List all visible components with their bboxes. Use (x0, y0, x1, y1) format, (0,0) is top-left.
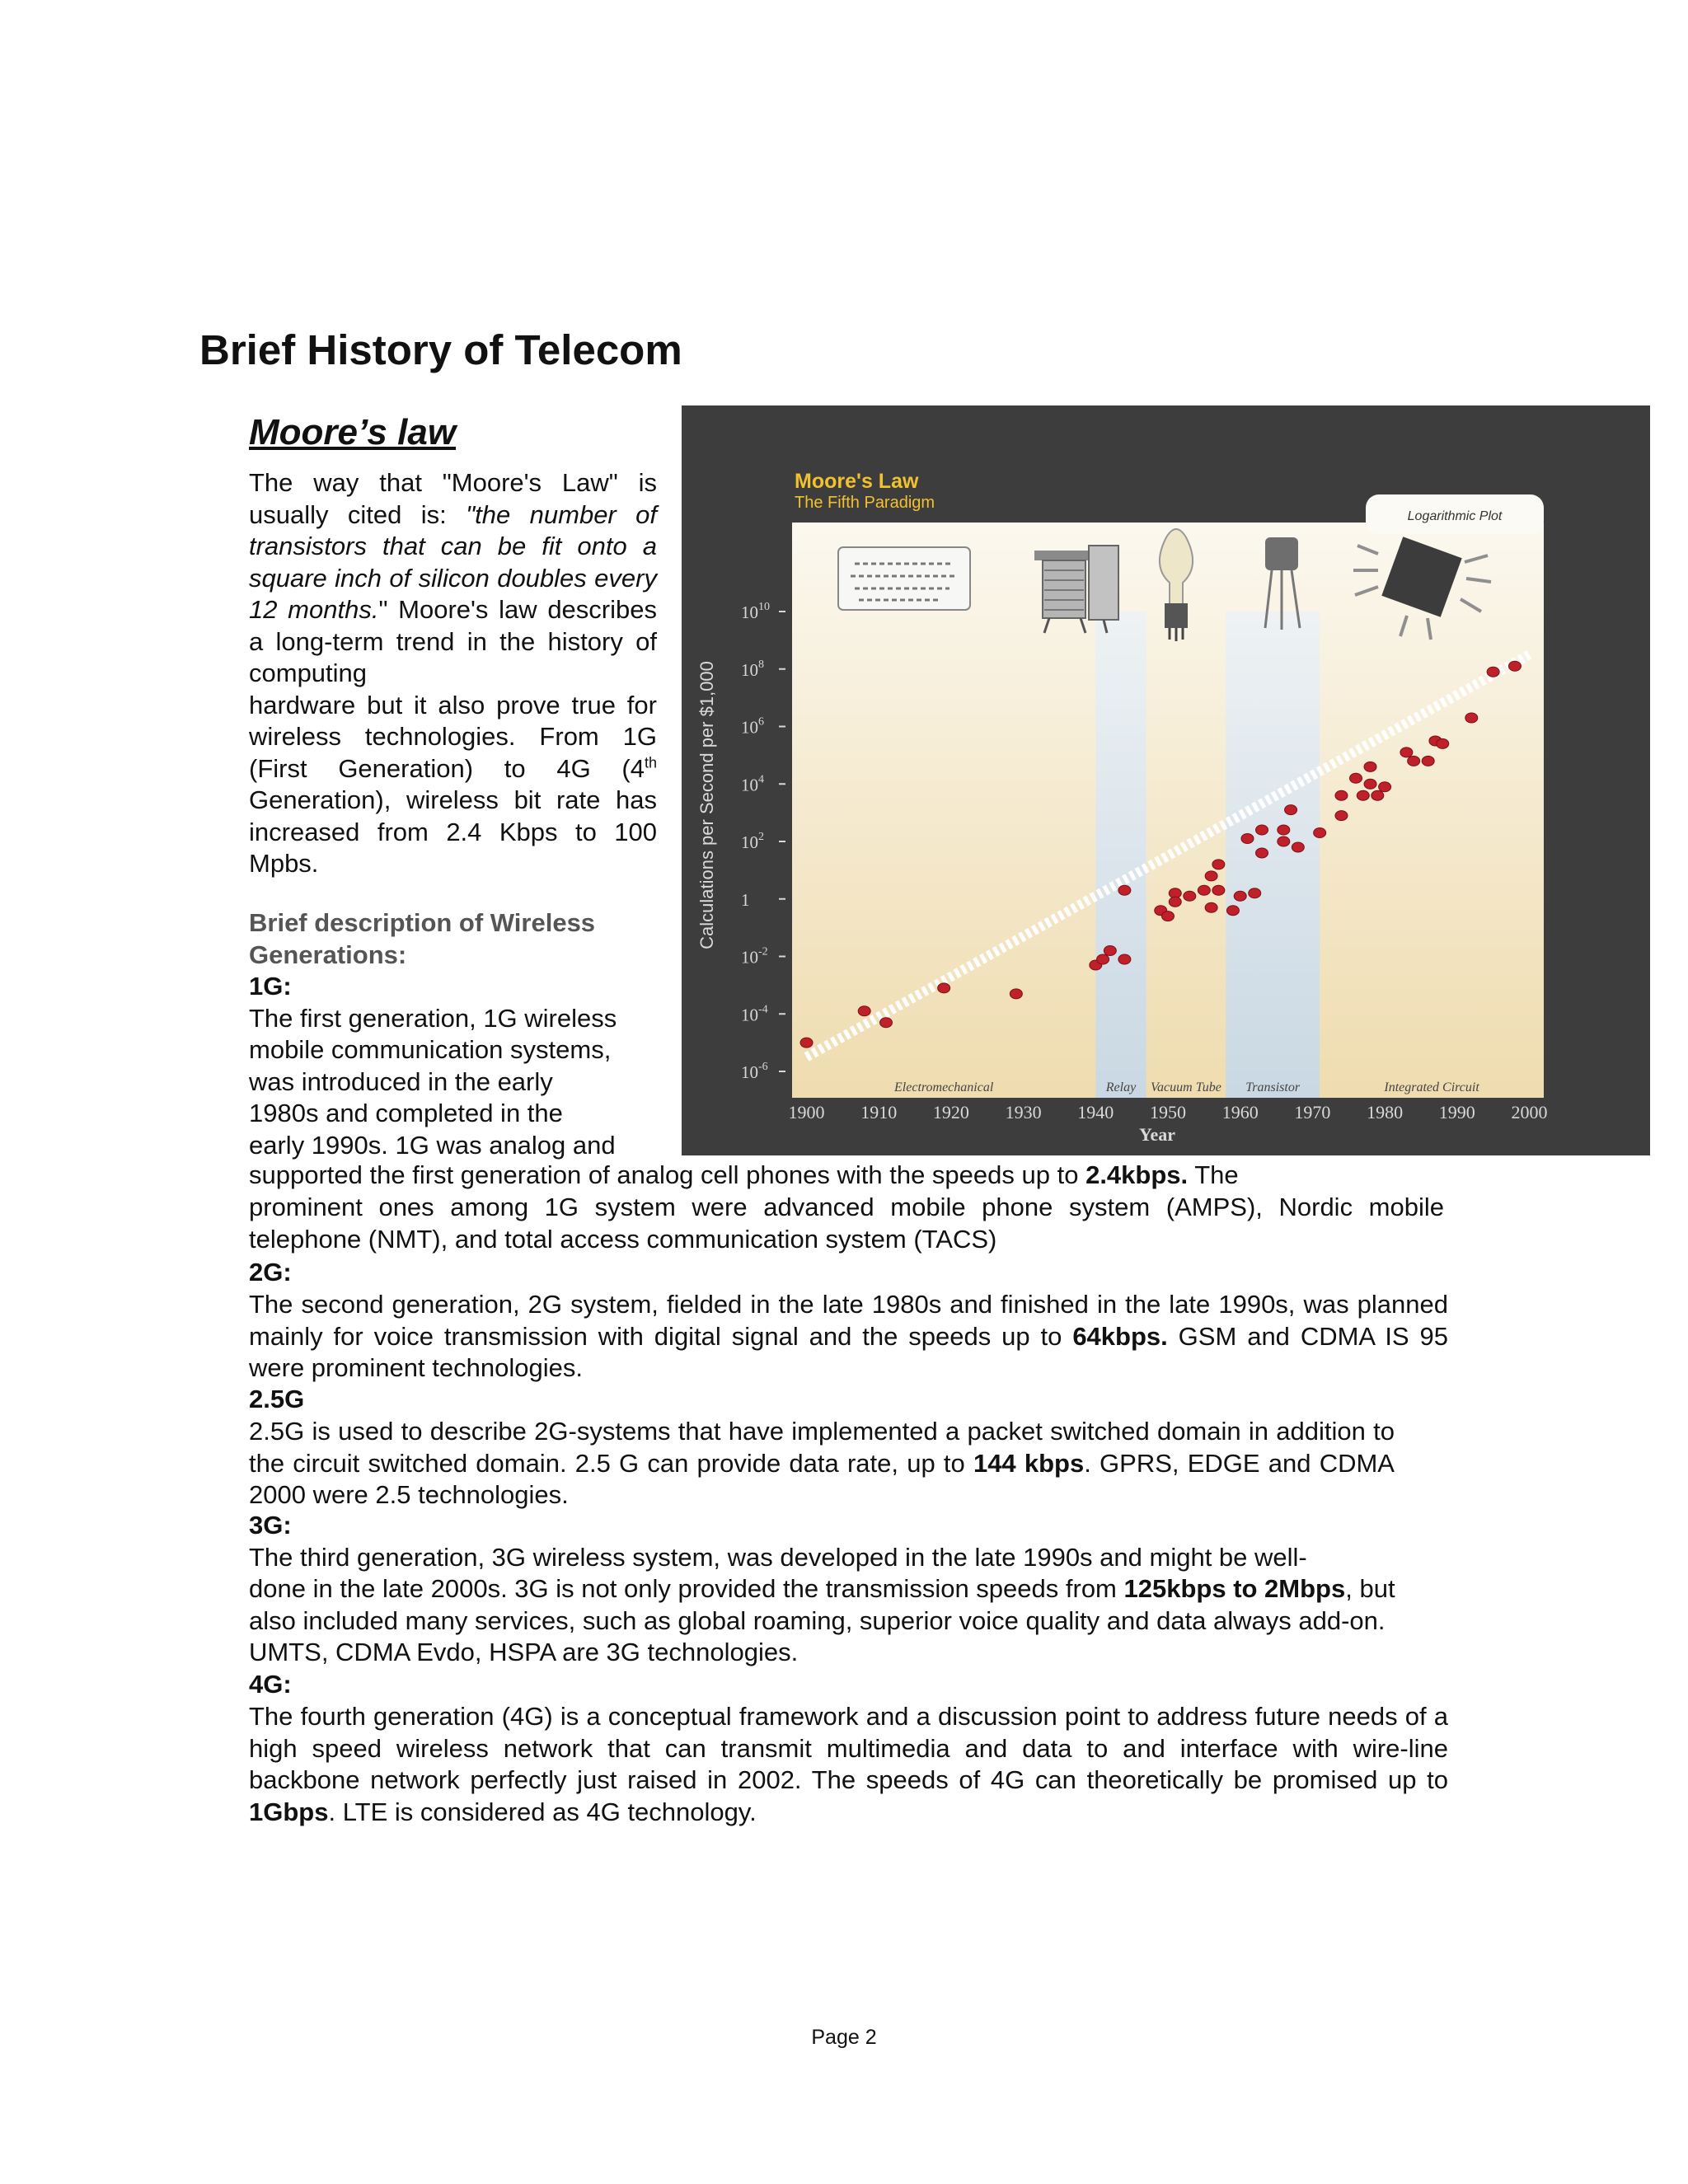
punch-card-illustration (838, 547, 970, 610)
moores-law-paragraph (249, 467, 657, 880)
y-tick-label: $10^{-6}$ (741, 1061, 768, 1082)
page-title: Brief History of Telecom (199, 326, 682, 373)
data-point (1314, 828, 1326, 838)
data-point (1357, 790, 1369, 800)
data-point (1241, 834, 1254, 844)
x-tick-label: 1950 (1150, 1102, 1186, 1122)
moores-law-quote: "the number of transistors that can be fit onto a square inch of silicon doubles every 12 months. (249, 499, 657, 624)
era-label: Transistor (1245, 1080, 1301, 1094)
data-point (1234, 891, 1246, 901)
g1-line: 1980s and completed in the (249, 1099, 563, 1127)
data-point (1198, 885, 1210, 895)
era-labels (893, 1080, 1479, 1094)
data-point (1278, 837, 1290, 846)
y-ticks (741, 601, 785, 1082)
data-point (1335, 811, 1348, 821)
data-point (1437, 738, 1449, 748)
x-tick-label: 1970 (1294, 1102, 1331, 1122)
g4-speed: 1Gbps (249, 1797, 329, 1826)
data-point (1249, 888, 1261, 898)
data-point (1104, 946, 1116, 956)
x-tick-label: 1910 (860, 1102, 898, 1122)
data-point (1379, 782, 1391, 792)
data-point (1118, 885, 1131, 895)
data-point (1422, 756, 1434, 766)
g3-line-3: also included many services, such as global roaming, superior voice quality and data always add-on. (249, 1605, 1386, 1635)
chart-subtitle: The Fifth Paradigm (795, 494, 935, 512)
x-tick-label: 2000 (1511, 1102, 1548, 1122)
data-point (1226, 906, 1239, 916)
data-point (800, 1038, 813, 1047)
y-tick-label: $10^4$ (741, 773, 764, 795)
g3-speed: 125kbps to 2Mbps (1123, 1574, 1346, 1603)
data-point (1335, 790, 1348, 800)
g3-line-2-post: , but (1345, 1574, 1395, 1603)
g25-text-post: . GPRS, EDGE and CDMA 2000 were 2.5 technologies. (249, 1448, 1395, 1509)
data-point (1205, 871, 1217, 881)
data-point (1169, 897, 1181, 907)
moores-law-text-3: Generation), wireless bit rate has increased from 2.4 Kbps to 100 Mpbs. (249, 785, 657, 878)
y-tick-label: $10^6$ (741, 715, 764, 738)
g3-line-1: The third generation, 3G wireless system, was developed in the late 1990s and might be well- (249, 1542, 1307, 1572)
g1-continuation (249, 1160, 1485, 1192)
x-tick-label: 1980 (1367, 1102, 1404, 1122)
x-tick-label: 1960 (1221, 1102, 1259, 1122)
section-title-moores-law: Moore’s law (249, 412, 457, 452)
g2-block (249, 1257, 1448, 1289)
g1-line: was introduced in the early (249, 1066, 553, 1096)
g3-block (249, 1510, 1485, 1669)
data-point (1508, 661, 1521, 671)
data-point (1184, 891, 1196, 901)
g2-speed: 64kbps. (1072, 1321, 1168, 1351)
data-point (1010, 989, 1022, 999)
g4-text (249, 1701, 1448, 1828)
data-point (1292, 842, 1304, 852)
generations-heading-line-1: Brief description of Wireless (249, 908, 596, 937)
g1-line: early 1990s. 1G was analog and (249, 1130, 616, 1160)
g25-speed: 144 kbps (973, 1448, 1085, 1478)
data-point (1372, 790, 1384, 800)
data-point (1278, 825, 1290, 835)
g4-text-pre: The fourth generation (4G) is a conceptual framework and a discussion point to address future needs of a high speed wireless network that can transmit multimedia and data to and interface with wire-line backbone network perfectly just raised in 2002. The speeds of 4G can theoretically be promised up to (249, 1702, 1448, 1794)
g1-line: mobile communication systems, (249, 1035, 612, 1064)
g1-block (249, 971, 678, 1161)
data-point (1364, 779, 1376, 789)
data-point (1256, 825, 1268, 835)
g25-text-pre: 2.5G is used to describe 2G-systems that have implemented a packet switched domain in addition to the circuit switched domain. 2.5 G can provide data rate, up to (249, 1417, 1395, 1478)
page-number: Page 2 (811, 2026, 877, 2049)
era-label: Electromechanical (894, 1080, 994, 1094)
data-point (1162, 912, 1175, 921)
chart-title: Moore's Law (795, 470, 919, 493)
moores-law-intro: The way that "Moore's Law" is usually cited is: (249, 468, 657, 529)
moores-law-text-2: hardware but it also prove true for wireless technologies. From 1G (First Generation) to 4G (4 (249, 690, 657, 783)
g1-tail: prominent ones among 1G system were advanced mobile phone system (AMPS), Nordic mobile telephone (NMT), and total access communication system (TACS) (249, 1193, 1444, 1254)
x-tick-label: 1930 (1005, 1102, 1042, 1122)
data-point (1285, 805, 1297, 815)
y-tick-label: $10^{10}$ (741, 601, 770, 622)
g3-line-4: UMTS, CDMA Evdo, HSPA are 3G technologies. (249, 1638, 799, 1666)
g25-label: 2.5G (249, 1385, 305, 1413)
data-point (1364, 762, 1376, 771)
data-point (1212, 885, 1225, 895)
g4-block (249, 1669, 1448, 1701)
x-tick-label: 1900 (788, 1102, 825, 1122)
data-point (1205, 902, 1217, 912)
data-point (1487, 667, 1499, 677)
data-point (858, 1006, 870, 1016)
g25-text (249, 1416, 1395, 1511)
logarithmic-plot-label: Logarithmic Plot (1407, 509, 1503, 523)
moores-law-chart (682, 405, 1650, 1155)
g4-label: 4G: (249, 1670, 292, 1699)
moores-law-figure (682, 405, 1650, 1155)
data-point (1256, 848, 1268, 858)
data-point (1097, 954, 1109, 964)
x-tick-label: 1920 (932, 1102, 969, 1122)
era-label: Integrated Circuit (1384, 1080, 1479, 1094)
g2-text-pre: The second generation, 2G system, fielded in the late 1980s and finished in the late 1990s, was planned mainly for voice transmission with digital signal and the speeds up to (249, 1290, 1448, 1351)
y-tick-label: $10^2$ (741, 831, 764, 852)
superscript-th: th (644, 754, 657, 771)
g25-block (249, 1384, 1395, 1416)
data-point (938, 983, 950, 993)
y-axis-label: Calculations per Second per $1,000 (696, 661, 717, 949)
g2-text-post: GSM and CDMA IS 95 were prominent technologies. (249, 1321, 1448, 1382)
data-point (1465, 713, 1478, 723)
x-axis-label: Year (1139, 1124, 1175, 1145)
generations-heading-line-2: Generations: (249, 940, 407, 969)
era-band (1226, 612, 1320, 1098)
g1-line: The first generation, 1G wireless (249, 1003, 617, 1033)
data-point (1400, 748, 1413, 757)
generations-heading (249, 907, 661, 971)
g2-text (249, 1289, 1448, 1385)
y-tick-label: $10^{-4}$ (741, 1003, 768, 1025)
g1-continuation-text: supported the first generation of analog cell phones with the speeds up to (249, 1160, 1086, 1189)
moores-law-text-1: " Moore's law describes a long-term trend in the history of computing (249, 595, 657, 687)
y-tick-label: 1 (741, 889, 750, 910)
data-point (1118, 954, 1131, 964)
x-ticks (789, 1102, 1548, 1122)
data-point (1408, 756, 1420, 766)
era-band (1095, 612, 1146, 1098)
g1-continuation-end: The (1188, 1160, 1239, 1189)
g4-text-post: . LTE is considered as 4G technology. (328, 1797, 757, 1826)
g2-label: 2G: (249, 1258, 292, 1286)
x-tick-label: 1940 (1077, 1102, 1114, 1122)
g3-label: 3G: (249, 1511, 292, 1540)
x-tick-label: 1990 (1438, 1102, 1475, 1122)
y-tick-label: $10^8$ (741, 658, 764, 680)
y-tick-label: $10^{-2}$ (741, 945, 768, 968)
era-label: Vacuum Tube (1151, 1080, 1221, 1094)
data-point (1350, 773, 1362, 783)
data-point (1212, 860, 1225, 869)
data-point (880, 1018, 893, 1028)
g1-speed: 2.4kbps. (1085, 1160, 1189, 1189)
era-label: Relay (1105, 1080, 1137, 1094)
g1-label: 1G: (249, 972, 292, 1001)
g3-line-2-pre: done in the late 2000s. 3G is not only provided the transmission speeds from (249, 1574, 1124, 1603)
